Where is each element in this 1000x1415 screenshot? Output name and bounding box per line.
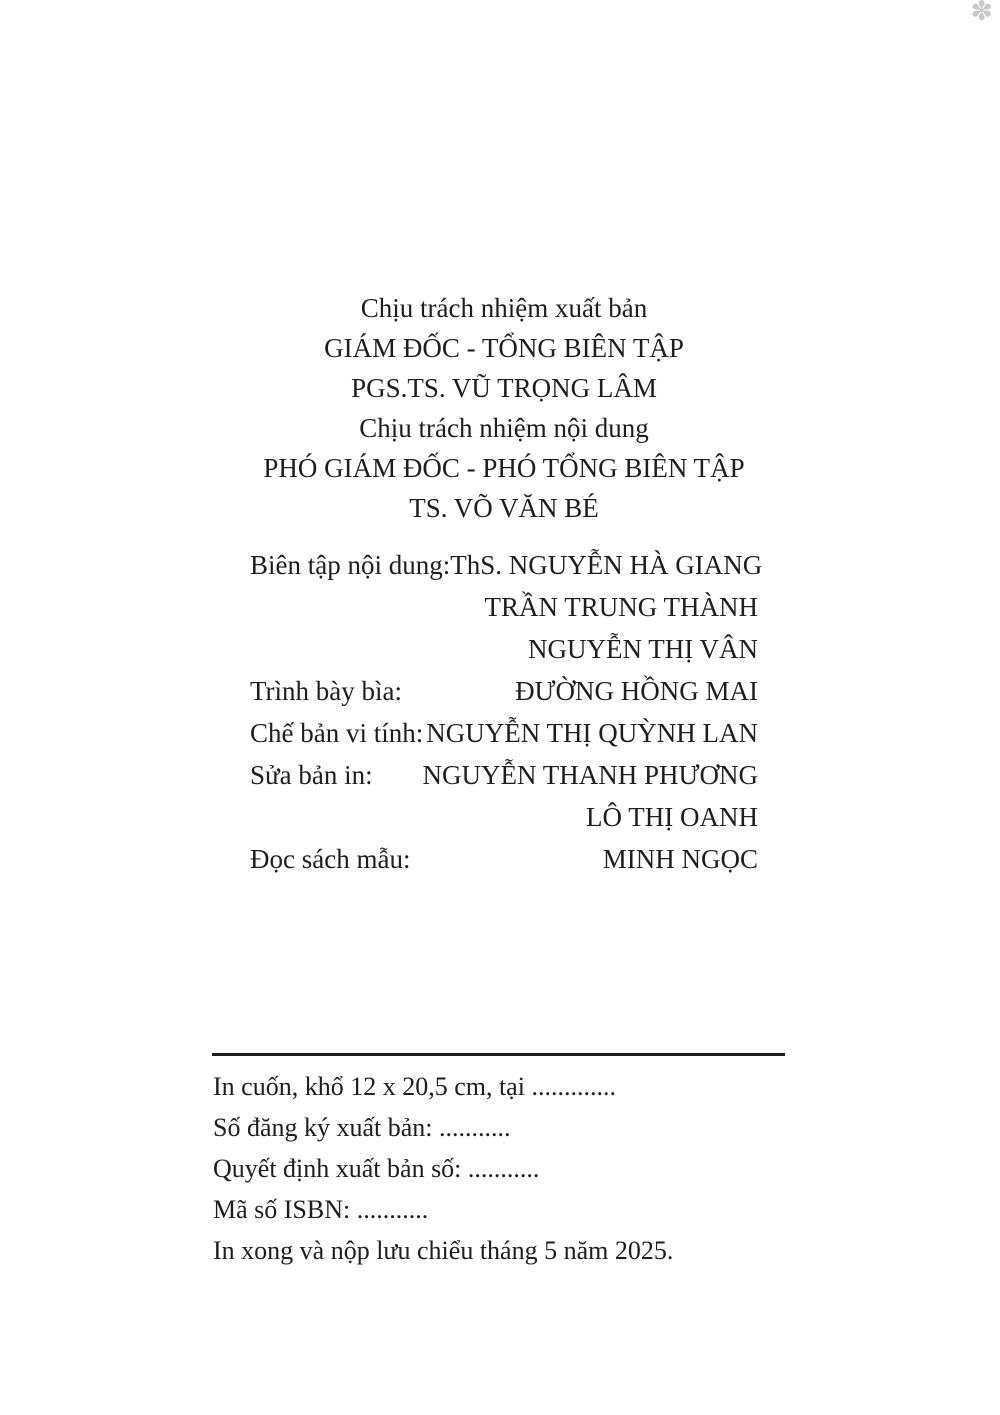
credit-name: ĐƯỜNG HỒNG MAI [515,675,758,706]
credits-list [250,544,763,880]
credit-name: TRẦN TRUNG THÀNH [484,591,758,622]
publishing-responsibility-block [250,288,758,528]
content-responsibility-heading: Chịu trách nhiệm nội dung [359,413,649,443]
divider-line [212,1053,785,1056]
credit-label: Sửa bản in: [250,759,373,790]
director-title: GIÁM ĐỐC - TỔNG BIÊN TẬP [324,333,684,363]
credit-name: MINH NGỌC [602,843,758,874]
credit-row [250,670,758,712]
credit-name: NGUYỄN THANH PHƯƠNG [422,759,758,790]
credit-name: LÔ THỊ OANH [586,801,758,832]
credit-row [250,544,763,586]
director-name: PGS.TS. VŨ TRỌNG LÂM [351,373,657,403]
credit-label: Biên tập nội dung: [250,549,451,580]
credit-name: NGUYỄN THỊ QUỲNH LAN [426,717,758,748]
isbn-line: Mã số ISBN: ........... [213,1195,429,1224]
credit-label: Chế bản vi tính: [250,717,424,748]
deputy-director-name: TS. VÕ VĂN BÉ [409,493,599,523]
deposit-date-line: In xong và nộp lưu chiểu tháng 5 năm 2025. [213,1236,674,1265]
credit-row [250,712,758,754]
credit-row [250,796,758,838]
responsibility-heading: Chịu trách nhiệm xuất bản [360,293,648,323]
registration-number-line: Số đăng ký xuất bản: ........... [213,1113,511,1142]
print-info-block [213,1066,853,1271]
credit-row [250,628,758,670]
print-size-line: In cuốn, khổ 12 x 20,5 cm, tại ............. [213,1072,616,1101]
credit-row [250,586,758,628]
deputy-director-title: PHÓ GIÁM ĐỐC - PHÓ TỔNG BIÊN TẬP [263,453,745,483]
credit-name: NGUYỄN THỊ VÂN [528,633,758,664]
credit-name: ThS. NGUYỄN HÀ GIANG [450,549,763,580]
florette-icon: ✽ [970,0,993,27]
publishing-decision-line: Quyết định xuất bản số: ........... [213,1154,540,1183]
credit-row [250,838,758,880]
credit-row [250,754,758,796]
credit-label: Trình bày bìa: [250,675,403,706]
credit-label: Đọc sách mẫu: [250,843,411,874]
